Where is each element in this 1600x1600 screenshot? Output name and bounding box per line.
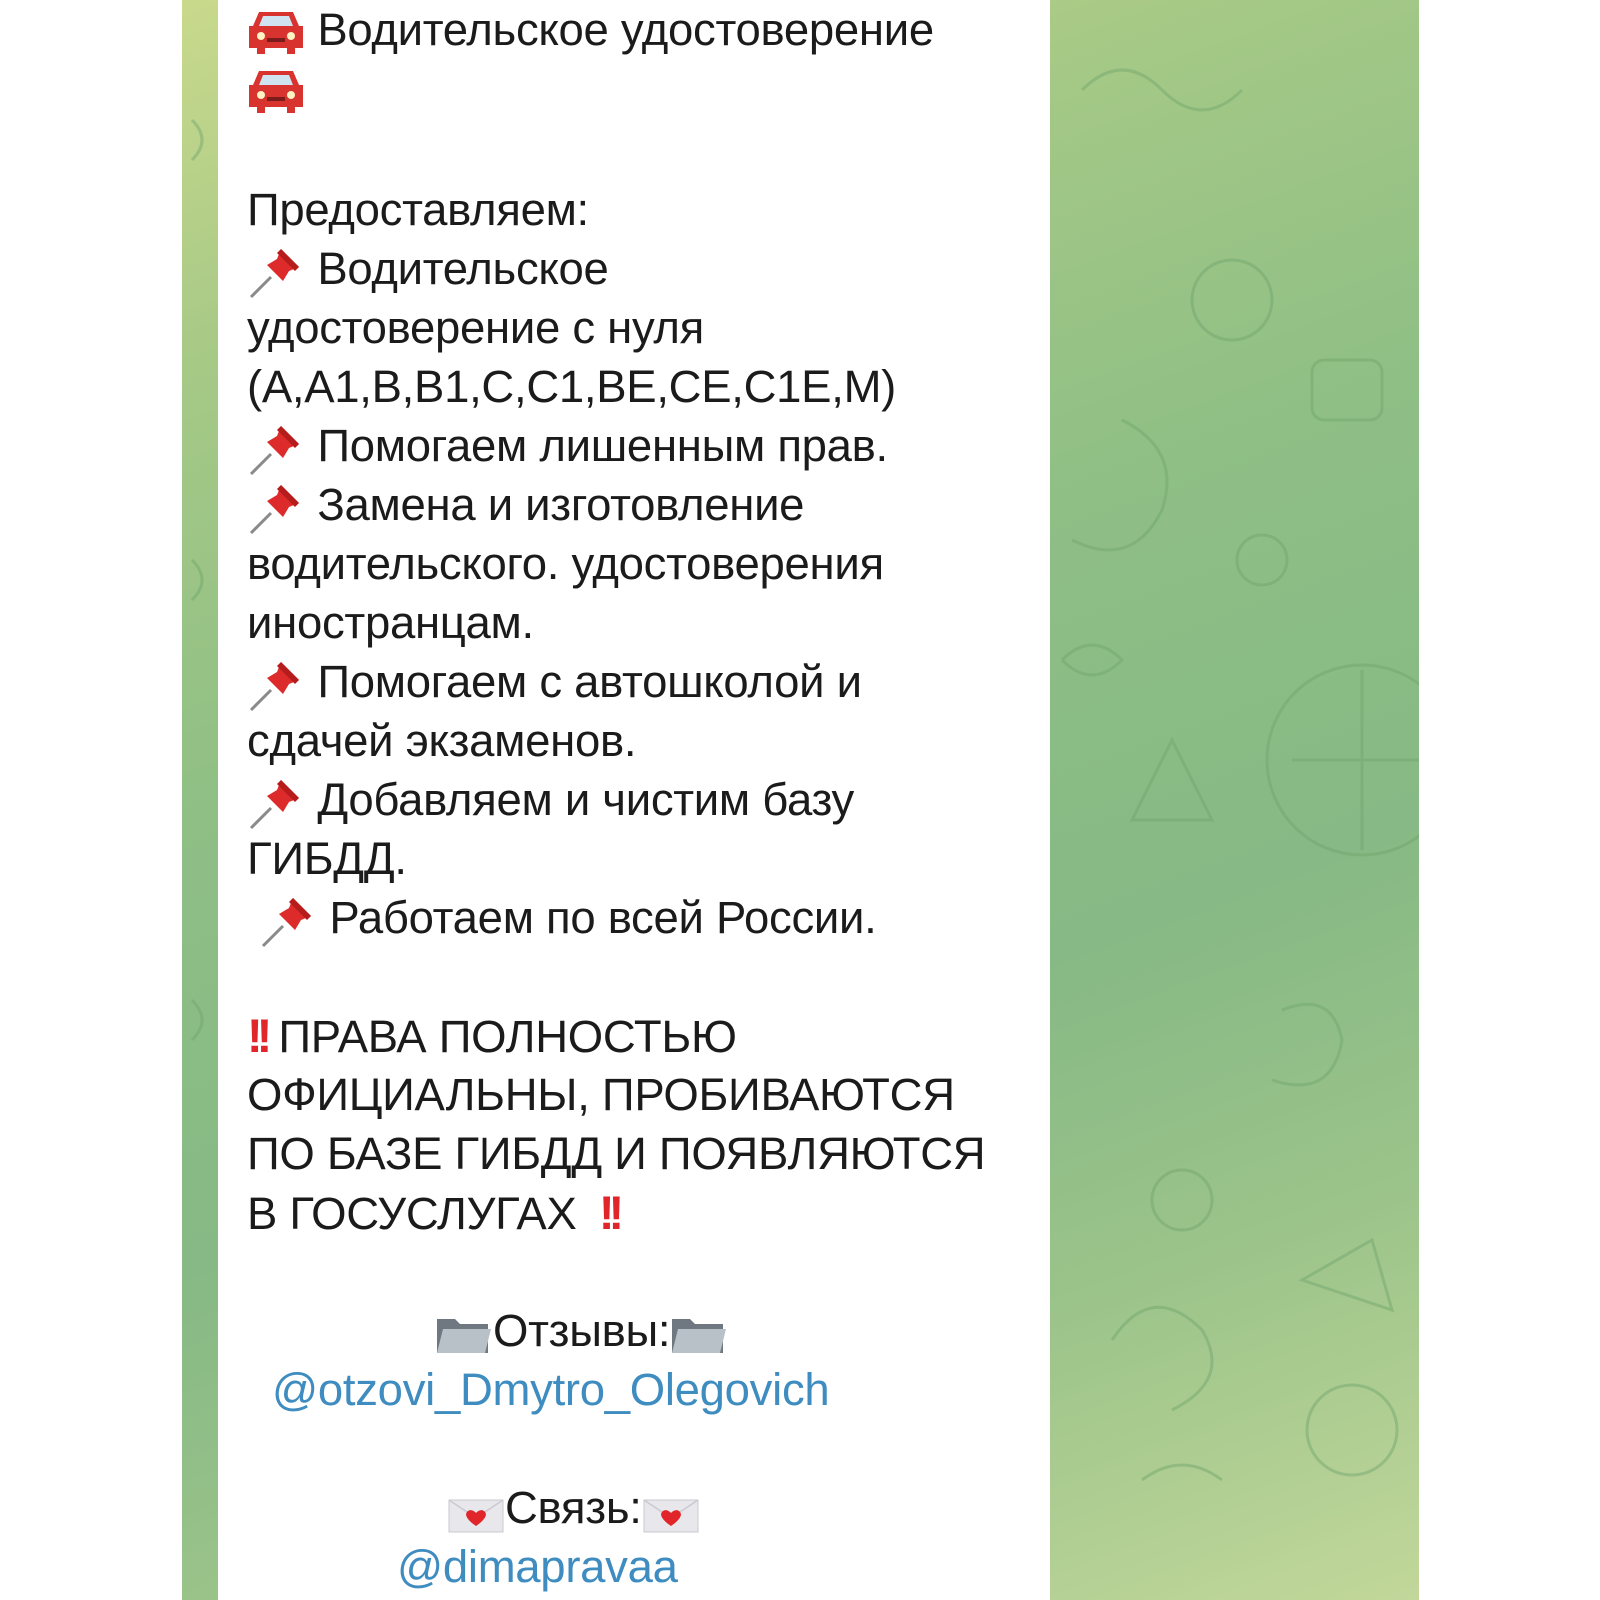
reviews-label: Отзывы:	[493, 1305, 671, 1356]
list-item-text: ГИБДД.	[247, 833, 407, 884]
list-item	[247, 416, 1047, 475]
list-item	[247, 888, 1047, 947]
list-item-cont	[247, 593, 1047, 652]
double-exclamation-icon: !!	[598, 1186, 619, 1239]
list-item-text: водительского. удостоверения	[247, 538, 884, 589]
list-item-text: Добавляем и чистим базу	[317, 774, 854, 825]
car-line	[247, 59, 1047, 118]
warning-line	[247, 1065, 1047, 1124]
list-item-text: иностранцам.	[247, 597, 534, 648]
intro-text: Предоставляем:	[247, 184, 589, 235]
double-exclamation-icon: !!	[247, 1009, 267, 1062]
blank-line	[247, 1239, 1047, 1298]
pushpin-icon	[247, 656, 305, 714]
blank-line	[247, 944, 1047, 1003]
list-item-cont	[247, 534, 1047, 593]
list-item-text: Водительское	[317, 243, 609, 294]
list-item	[247, 770, 1047, 829]
warning-text: ПРАВА ПОЛНОСТЬЮ	[278, 1011, 737, 1062]
list-item-text: Помогаем с автошколой и	[317, 656, 862, 707]
list-item-cont	[247, 829, 1047, 888]
blank-line	[247, 118, 1047, 177]
list-item-text: удостоверение с нуля	[247, 302, 704, 353]
folder-icon	[435, 1311, 493, 1357]
pushpin-icon	[259, 892, 317, 950]
reviews-label-line	[247, 1301, 1047, 1360]
reviews-link-line	[247, 1360, 1047, 1419]
car-icon	[247, 8, 305, 54]
contact-link[interactable]: @dimapravaa	[397, 1541, 678, 1592]
pushpin-icon	[247, 774, 305, 832]
intro-line	[247, 180, 1047, 239]
warning-line	[247, 1183, 1047, 1242]
warning-line	[247, 1124, 1047, 1183]
message-title: Водительское удостоверение	[317, 4, 934, 55]
pushpin-icon	[247, 420, 305, 478]
list-item-cont	[247, 357, 1047, 416]
list-item-text: Замена и изготовление	[317, 479, 805, 530]
list-item-text: Помогаем лишенным прав.	[317, 420, 888, 471]
list-item-cont	[247, 711, 1047, 770]
list-item	[247, 239, 1047, 298]
title-line	[247, 0, 1047, 59]
love-letter-icon	[642, 1491, 700, 1531]
warning-text: ПО БАЗЕ ГИБДД И ПОЯВЛЯЮТСЯ	[247, 1128, 986, 1179]
car-icon	[247, 67, 305, 113]
message-text	[247, 0, 1047, 1593]
love-letter-icon	[447, 1491, 505, 1531]
folder-icon	[670, 1311, 728, 1357]
list-item-text: (A,A1,B,B1,C,C1,BE,CE,C1E,M)	[247, 361, 897, 412]
pushpin-icon	[247, 243, 305, 301]
list-item-text: Работаем по всей России.	[329, 892, 877, 943]
list-item	[247, 475, 1047, 534]
reviews-link[interactable]: @otzovi_Dmytro_Olegovich	[272, 1364, 830, 1415]
warning-line	[247, 1006, 1047, 1065]
list-item-text: сдачей экзаменов.	[247, 715, 637, 766]
blank-line	[247, 1416, 1047, 1475]
warning-text: ОФИЦИАЛЬНЫ, ПРОБИВАЮТСЯ	[247, 1069, 955, 1120]
pushpin-icon	[247, 479, 305, 537]
contact-label-line	[247, 1478, 1047, 1537]
warning-text: В ГОСУСЛУГАХ	[247, 1188, 577, 1239]
list-item	[247, 652, 1047, 711]
contact-label: Связь:	[505, 1482, 642, 1533]
contact-link-line	[247, 1537, 1047, 1596]
list-item-cont	[247, 298, 1047, 357]
